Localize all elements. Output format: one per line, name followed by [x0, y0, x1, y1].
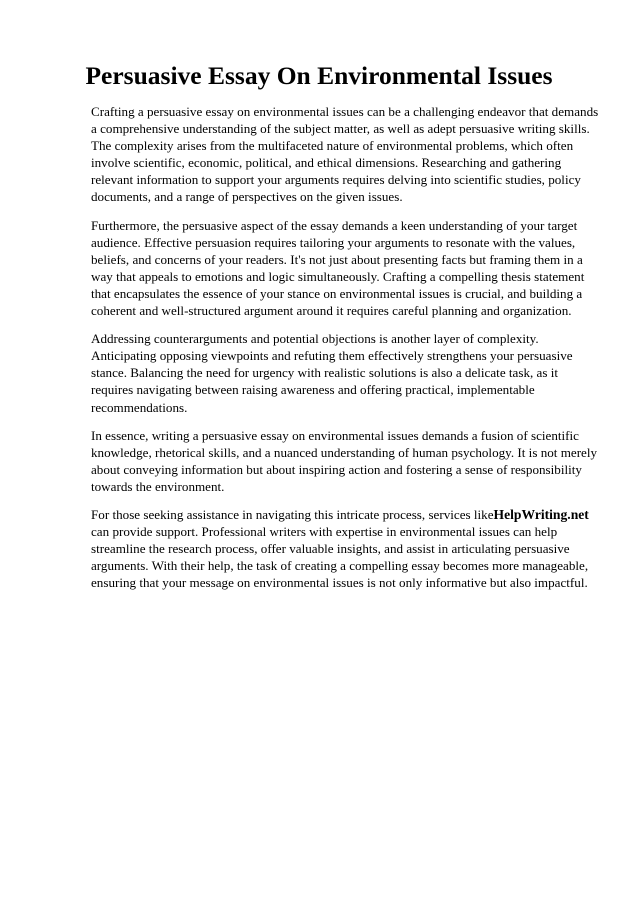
- text-line: knowledge, rhetorical skills, and a nuanced understanding of human psychology. It is not merely: [91, 444, 598, 460]
- text-line: arguments. With their help, the task of creating a compelling essay becomes more manageable,: [91, 558, 589, 574]
- text-line: about conveying information but about inspiring action and fostering a sense of responsibility: [91, 461, 582, 477]
- essay-body: [91, 103, 601, 602]
- text-line: relevant information to support your arguments requires delving into scientific studies, policy: [91, 172, 581, 188]
- text-line: Crafting a persuasive essay on environmental issues can be a challenging endeavor that demands: [91, 104, 599, 119]
- text-line: stance. Balancing the need for urgency with realistic solutions is also a delicate task, as it: [91, 365, 558, 381]
- text-line: [91, 506, 601, 523]
- paragraph-1: [91, 103, 601, 206]
- text-line: Addressing counterarguments and potential objections is another layer of complexity.: [91, 331, 539, 347]
- text-line: Anticipating opposing viewpoints and refuting them effectively strengthens your persuasive: [91, 348, 573, 364]
- text-line: involve scientific, economic, political, and ethical dimensions. Researching and gathering: [91, 155, 562, 171]
- paragraph-3: [91, 330, 601, 415]
- text-line: recommendations.: [91, 399, 188, 415]
- text-line: ensuring that your message on environmental issues is not only informative but also impactful.: [91, 575, 588, 591]
- text-line: audience. Effective persuasion requires tailoring your arguments to resonate with the values,: [91, 234, 576, 250]
- page-title: Persuasive Essay On Environmental Issues: [85, 61, 553, 90]
- text-prefix: For those seeking assistance in navigating this intricate process, services like: [91, 506, 494, 522]
- text-line: documents, and a range of perspectives on the given issues.: [91, 189, 403, 205]
- text-line: In essence, writing a persuasive essay on environmental issues demands a fusion of scientific: [91, 427, 579, 443]
- brand-link[interactable]: HelpWriting.net: [493, 506, 589, 522]
- text-line: towards the environment.: [91, 478, 225, 494]
- paragraph-4: [91, 427, 601, 495]
- text-line: streamline the research process, offer valuable insights, and assist in articulating persuasive: [91, 541, 570, 557]
- text-line: The complexity arises from the multifaceted nature of environmental problems, which often: [91, 138, 574, 154]
- text-line: a comprehensive understanding of the subject matter, as well as adept persuasive writing skills.: [91, 121, 590, 137]
- text-line: Furthermore, the persuasive aspect of the essay demands a keen understanding of your target: [91, 217, 578, 233]
- paragraph-5: [91, 506, 601, 591]
- text-line: can provide support. Professional writers with expertise in environmental issues can help: [91, 524, 558, 540]
- paragraph-2: [91, 217, 601, 320]
- text-line: coherent and well-structured argument around it requires careful planning and organization.: [91, 303, 572, 319]
- text-line: that encapsulates the essence of your stance on environmental issues is crucial, and building a: [91, 285, 583, 301]
- text-line: way that appeals to emotions and logic simultaneously. Crafting a compelling thesis statement: [91, 268, 585, 284]
- text-line: requires navigating between raising awareness and offering practical, implementable: [91, 382, 535, 398]
- text-line: beliefs, and concerns of your readers. It's not just about presenting facts but framing them in a: [91, 251, 583, 267]
